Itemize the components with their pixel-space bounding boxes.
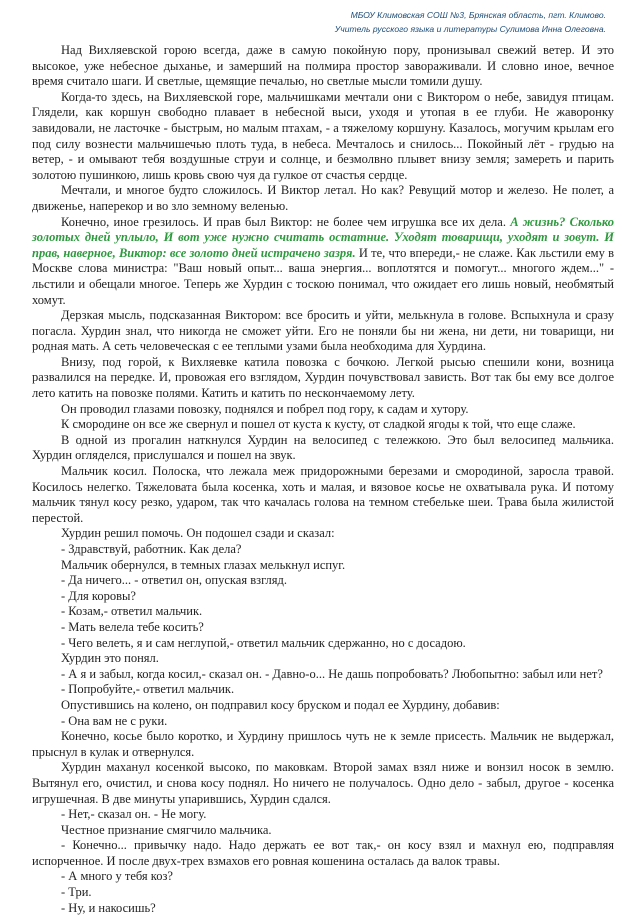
highlighted-quote: А жизнь? Сколько золотых дней уплыло, И вот уже нужно считать остатние. Уходят товарищи, уходят и зовут. И прав, наверное, Виктор: все золото дней истрачено зазря.: [32, 214, 615, 260]
dialogue-line: - А много у тебя коз?: [61, 869, 173, 884]
paragraph: Над Вихляевской горою всегда, даже в самую покойную пору, пронизывал свежий ветер. И это высокое, уже небесное дыханье, и замерший на полмира простор завораживали. И словно иное, вечное время считало шаги. И светлые, щемящие печалью, но светлые мысли томили душу.: [32, 43, 614, 89]
paragraph-tail: И те, что впереди,- не слаже. Как льстили ему в Москве слова министра: "Ваш новый опыт... ваша энергия... воплотятся и помогут... многого ждем..." - льстили и обещали многое. Теперь же Хурдин с тоскою понимал, что ожидает его лишь новый, необмятый хомут.: [32, 245, 614, 307]
paragraph: Когда-то здесь, на Вихляевской горе, мальчишками мечтали они с Виктором о небе, завидуя птицам. Глядели, как коршун свободно плавает в небесной выси, уходя и утопая в ее глуби. Не жаворонку завидовали, не ласточке - быстрым, но малым птахам, - а тяжелому коршуну. Казалось, могучим крылам его под силу вознести мальчишечью плоть туда, в небеса. Мечталось и снилось... Покойный лёт - грудью на ветер, - и омывают тебя воздушные струи и солнце, и безмолвно плывет внизу земля; замереть и парить золотою пушинкою, лишь кровь свою чуя да гулкое от счастья сердце.: [32, 89, 614, 182]
dialogue-line: - Для коровы?: [61, 588, 136, 603]
paragraph: Он проводил глазами повозку, поднялся и побрел под гору, к садам и хутору.: [61, 401, 469, 416]
paragraph: В одной из прогалин наткнулся Хурдин на велосипед с тележкою. Это был велосипед мальчика. Хурдин огляделся, прислушался и пошел на звук.: [32, 432, 614, 463]
paragraph: Мальчик косил. Полоска, что лежала меж придорожными березами и смородиной, заросла травой. Косилось нелегко. Тяжеловата была косенка, хоть и малая, и вязовое косье не охватывала рука. И потому мальчик тянул косу резко, ударом, так что качалась голова на темном стебельке шеи. Трава была жилистой перестой.: [32, 464, 614, 525]
story-text: [32, 43, 614, 916]
dialogue-line: - Попробуйте,- ответил мальчик.: [61, 682, 235, 697]
dialogue-line: - А я и забыл, когда косил,- сказал он. - Давно-о... Не дашь попробовать? Любопытно: забыл или нет?: [61, 666, 603, 681]
paragraph: Дерзкая мысль, подсказанная Виктором: все бросить и уйти, мелькнула в голове. Вспыхнула и сразу погасла. Хурдин знал, что никогда не сможет уйти. Его не поняли бы ни жена, ни дети, ни товарищи, ни родная мать. А сеть человеческая с ее теплыми узами была необходима для Хурдина.: [32, 308, 614, 354]
paragraph: Конечно, косье было коротко, и Хурдину пришлось чуть не к земле присесть. Мальчик не выдержал, прыснул в кулак и отвернулся.: [32, 729, 614, 759]
paragraph-highlighted: [32, 215, 614, 309]
paragraph: Мечтали, и многое будто сложилось. И Виктор летал. Но как? Ревущий мотор и железо. Не полет, а движенье, наперекор и во зло земному веленью.: [32, 183, 614, 213]
dialogue-line: - Ну, и накосишь?: [61, 900, 156, 915]
paragraph: Внизу, под горой, к Вихляевке катила повозка с бочкою. Легкой рысью спешили кони, возница развалился на передке. И, провожая его взглядом, Хурдин почувствовал зависть. Вот так бы ему все долгое лето катить на повозке полями. Катить и катить по нескончаемому лету.: [32, 354, 614, 401]
paragraph: Хурдин это понял.: [61, 651, 159, 666]
paragraph: Опустившись на колено, он подправил косу бруском и подал ее Хурдину, добавив:: [61, 697, 500, 712]
dialogue-line: - Козам,- ответил мальчик.: [61, 604, 203, 619]
dialogue-line: - Три.: [61, 885, 92, 900]
dialogue-line: - Чего велеть, я и сам неглупой,- ответил мальчик сдержанно, но с досадою.: [61, 635, 466, 650]
paragraph: Честное признание смягчило мальчика.: [61, 822, 272, 837]
dialogue-line: - Она вам не с руки.: [61, 713, 168, 728]
dialogue-line: - Конечно... привычку надо. Надо держать ее вот так,- он косу взял и махнул ею, подправляя испорченное. И после двух-трех взмахов его ровная кошенина осталась да валок травы.: [32, 838, 614, 868]
paragraph: К смородине он все же свернул и пошел от куста к кусту, от сладкой ягоды к той, что еще слаже.: [61, 417, 576, 432]
dialogue-line: - Нет,- сказал он. - Не могу.: [61, 807, 207, 822]
header-school: МБОУ Климовская СОШ №3, Брянская область, пгт. Климово.: [350, 10, 606, 20]
paragraph: Хурдин решил помочь. Он подошел сзади и сказал:: [61, 526, 335, 541]
dialogue-line: - Мать велела тебе косить?: [61, 619, 204, 634]
paragraph: Мальчик обернулся, в темных глазах мелькнул испуг.: [61, 557, 346, 572]
dialogue-line: - Да ничего... - ответил он, опуская взгляд.: [61, 573, 288, 588]
paragraph-lead: Конечно, иное грезилось. И прав был Виктор: не более чем игрушка все их дела.: [61, 214, 511, 229]
header-teacher: Учитель русского языка и литературы Сулимова Инна Олеговна.: [334, 24, 606, 34]
paragraph: Хурдин маханул косенкой высоко, по маковкам. Второй замах взял ниже и вонзил носок в землю. Вытянул его, очистил, и снова косу поднял. Но ничего не получалось. Одно дело - забыл, другое - косенка игрушечная. В две минуты упарившись, Хурдин сдался.: [32, 760, 614, 806]
dialogue-line: - Здравствуй, работник. Как дела?: [61, 542, 242, 556]
page-header: [206, 8, 606, 36]
